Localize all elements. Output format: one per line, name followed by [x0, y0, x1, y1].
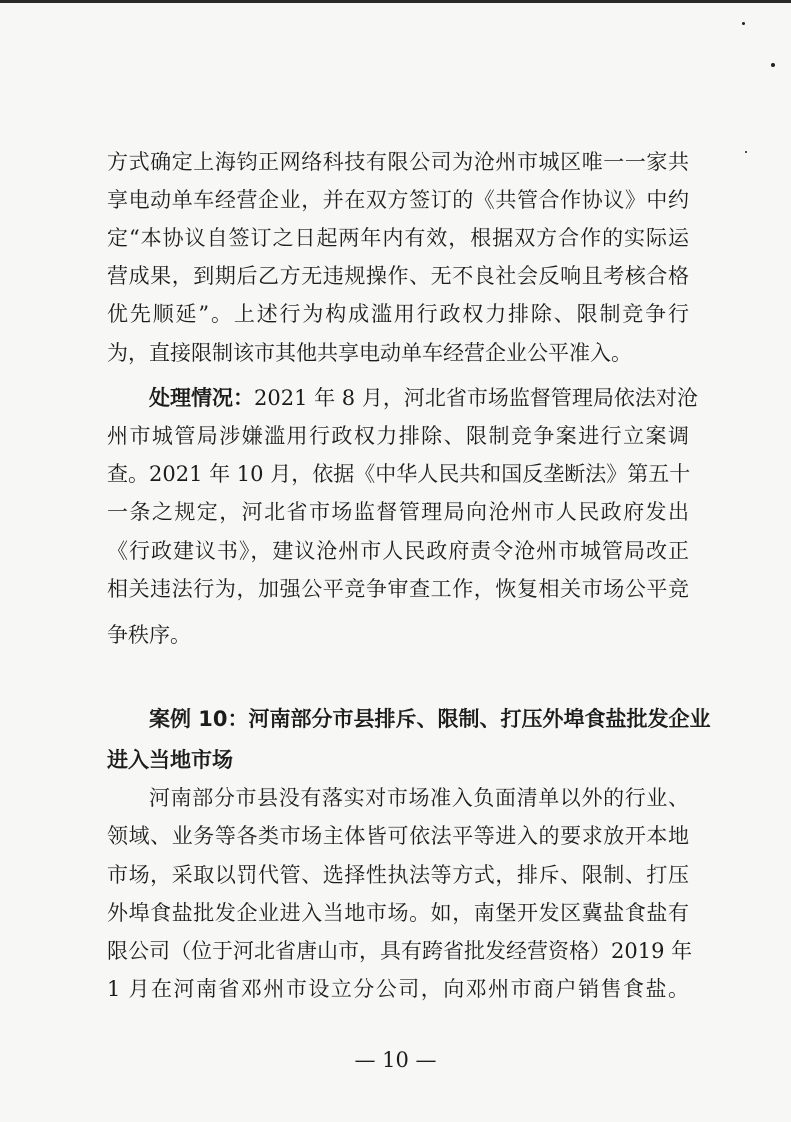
text-line: 查。2021 年 10 月，依据《中华人民共和国反垄断法》第五十	[107, 462, 691, 486]
text-line: 州市城管局涉嫌滥用行政权力排除、限制竞争案进行立案调	[107, 424, 689, 448]
text-line: 相关违法行为，加强公平竞争审查工作，恢复相关市场公平竞	[107, 577, 689, 601]
scan-speck	[742, 22, 745, 25]
text-line: 为，直接限制该市其他共享电动单车经营企业公平准入。	[107, 341, 632, 365]
scan-speck	[745, 151, 747, 153]
page-number: — 10 —	[354, 1048, 437, 1072]
text-line: 争秩序。	[107, 623, 191, 647]
text-line: 享电动单车经营企业，并在双方签订的《共管合作协议》中约	[107, 188, 689, 212]
scan-top-edge	[0, 0, 791, 3]
text-line: 1 月在河南省邓州市设立分公司，向邓州市商户销售食盐。	[107, 977, 689, 1001]
handling-text: 2021 年 8 月，河北省市场监督管理局依法对沧	[254, 386, 698, 410]
text-line: 外埠食盐批发企业进入当地市场。如，南堡开发区冀盐食盐有	[107, 901, 689, 925]
text-line: 营成果，到期后乙方无违规操作、无不良社会反响且考核合格	[107, 264, 689, 288]
text-line: 市场，采取以罚代管、选择性执法等方式，排斥、限制、打压	[107, 863, 689, 887]
handling-label: 处理情况：	[149, 386, 254, 410]
heading-line: 案例 10：河南部分市县排斥、限制、打压外埠食盐批发企业	[149, 707, 711, 731]
text-line: 优先顺延”。上述行为构成滥用行政权力排除、限制竞争行	[107, 302, 689, 326]
text-line: 《行政建议书》，建议沧州市人民政府责令沧州市城管局改正	[107, 539, 689, 563]
text-line	[149, 384, 698, 412]
text-line: 方式确定上海钧正网络科技有限公司为沧州市城区唯一一家共	[107, 150, 689, 174]
text-line: 领域、业务等各类市场主体皆可依法平等进入的要求放开本地	[107, 824, 689, 848]
scan-speck	[771, 63, 775, 67]
heading-line: 进入当地市场	[107, 748, 233, 772]
text-line: 河南部分市县没有落实对市场准入负面清单以外的行业、	[149, 786, 689, 810]
text-line: 一条之规定，河北省市场监督管理局向沧州市人民政府发出	[107, 500, 689, 524]
text-line: 定“本协议自签订之日起两年内有效，根据双方合作的实际运	[107, 226, 689, 250]
text-line: 限公司（位于河北省唐山市，具有跨省批发经营资格）2019 年	[107, 939, 693, 963]
